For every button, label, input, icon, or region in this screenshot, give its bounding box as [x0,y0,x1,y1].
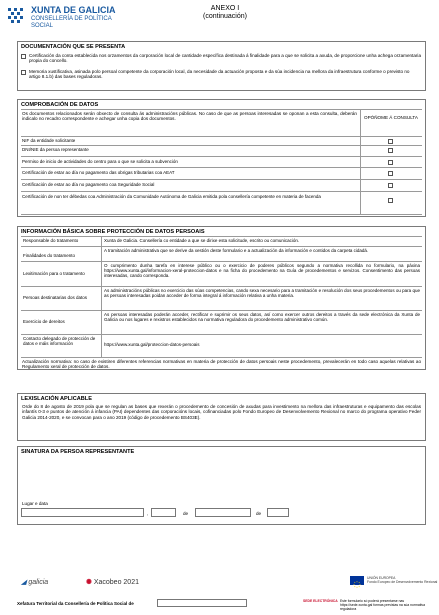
day-input[interactable] [151,508,176,517]
eu-line-2: Fondo Europeo de Desenvolvemento Rexional [367,580,438,584]
privacy-table-bottom [21,357,422,358]
sign-title: SINATURA DA PERSOA REPRESENTANTE [21,449,135,455]
jefatura-input[interactable] [157,599,247,607]
docs-item1-text: Certificación da conta establecida nos orzamentos da corporación local de cantidade específica destinada á finalidade para a que se solicita a axuda, de proporcione unha achega orzamentaria propia do concello. [29,53,421,64]
eu-flag-icon [350,576,364,585]
de-sep-1: de [183,511,189,516]
privacy-label-0: Responsable do tratamento [23,238,79,243]
month-input[interactable] [195,508,251,517]
comma-sep: , [147,511,149,516]
oppose-checkbox-3[interactable] [388,171,393,176]
sede-label: SEDE ELECTRÓNICA [303,599,338,603]
comp-row-sep [21,167,422,168]
galicia-logo-text: galicia [28,579,49,586]
docs-title: DOCUMENTACIÓN QUE SE PRESENTA [21,44,126,50]
oppose-checkbox-4[interactable] [388,183,393,188]
sede-notice [340,599,434,611]
xunta-logo-icon [6,6,26,26]
docs-item2-text: Memoria xustificativa, asinada polo persoal competente da corporación local, da necesidade da actuación proposta e da súa incidencia na mellora da infraestrutura conforme o previsto no artigo 8.1.b) das bases reguladoras. [29,69,410,80]
privacy-row-sep [21,246,422,247]
comp-row-1: DNI/NIE da persoa representante [22,147,89,152]
sede-url[interactable]: https://sede.xunta.gal [340,603,373,607]
galicia-logo [21,578,48,586]
annex-subtitle: (continuación) [203,13,247,20]
privacy-label-5: Contacto delegado de protección de datos e máis información [23,336,96,347]
privacy-value-4: As persoas interesadas poderán acceder, rectificar e suprimir os seus datos, así como exercer outros dereitos a través da sede electrónica da Xunta de Galicia ou nos lugares e rexistros establecidos na normativa reguladora do procedemento administrativo común. [104,312,420,323]
comp-col-divider [360,109,361,214]
eu-text [367,576,437,584]
place-input[interactable] [21,508,144,517]
comp-row-sep [21,179,422,180]
annex-title: ANEXO I [210,5,240,12]
oppose-checkbox-5[interactable] [388,198,393,203]
privacy-value-5[interactable]: https://www.xunta.gal/proteccion-datos-persoais [104,342,200,347]
privacy-label-4: Exercicio de dereitos [23,319,65,324]
docs-item2-checkbox[interactable] [21,70,26,75]
privacy-label-2: Lexitimación para o tratamento [23,271,85,276]
comp-row-sep [21,136,422,137]
privacy-note: Actualización normativa: no caso de existiren diferentes referencias normativas en materia de protección de datos persoais neste procedemento, prevalecerán en todo caso aquelas relativas ao Regulamento xeral de protección de datos. [22,359,421,370]
eu-stars-icon [350,580,364,589]
privacy-value-2: O cumprimento dunha tarefa en interese público ou o exercicio de poderes públicos segundo a normativa recollida no formulario, na páxina https://www.xunta.gal/informacion-xeral-proteccion-datos e na ficha do procedemento na Guía de procedementos e servizos. Consentimento das persoas interesadas, cando corresponda. [104,263,420,279]
privacy-value-1: A tramitación administrativa que se derive da xestión deste formulario e a actualización da información e contidos da carpeta cidadá. [104,248,369,253]
comp-row-sep [21,191,422,192]
sede-text-2: formas previstas na súa normativa reguladora [340,603,426,611]
dept-line-1: CONSELLERÍA DE POLÍTICA [31,16,112,22]
comp-row-sep [21,145,422,146]
privacy-row-sep [21,310,422,311]
org-name: XUNTA DE GALICIA [31,5,116,15]
privacy-value-3: As administracións públicas no exercicio das súas competencias, cando sexa necesario para a tramitación e resolución dos seus procedementos ou para que as persoas interesadas poidan acceder de forma integral á información relativa a unha materia. [104,288,420,299]
privacy-value-0: Xunta de Galicia. Consellería co entidade a que se dirixe esta solicitude, escrito ou comunicación. [104,238,300,243]
comp-table-bottom [21,214,422,215]
dept-line-2: SOCIAL [31,23,54,29]
comp-row-0: NIF da entidade solicitante [22,138,76,143]
place-date-label: Lugar e data [22,501,48,506]
comp-title: COMPROBACIÓN DE DATOS [21,102,99,108]
docs-item1-checkbox[interactable] [21,54,26,59]
oppose-checkbox-2[interactable] [388,160,393,165]
lex-text: Orde do 8 de agosto de 2019 pola que se regulan as bases que rexerán o procedemento de concesión de axudas para investimento na mellora das infraestruturas e equipamento das escolas infantís 0-3 e puntos de atención á infancia (PAI) dependentes das corporacións locais, cofinanciadas polo Fondo Europeo de Desenvolvemento Rexional no marco do programa operativo Feder Galicia 2014-2020, e se convocan para o ano 2019 (código de procedemento BS403E). [22,404,421,420]
xacobeo-mark-icon: ✺ [86,579,92,586]
comp-row-3: Certificación de estar ao día no pagamento das obrigas tributarias coa AEAT [22,170,175,175]
comp-row-2: Permiso de inicio de actividades do centro para o que se solicita a subvención [22,159,178,164]
xacobeo-logo [86,578,139,586]
privacy-title: INFORMACIÓN BÁSICA SOBRE PROTECCIÓN DE DATOS PERSOAIS [21,229,205,235]
dept-name [31,16,112,30]
jefatura-label: Xefatura Territorial da Consellería de Política Social de [17,601,134,606]
privacy-row-sep [21,286,422,287]
comp-row-5: Certificación de non ter débedas coa Administración da Comunidade Autónoma de Galicia emitida pola consellería competente en materia de facenda [22,194,321,199]
comp-intro: Os documentos relacionados serán obxecto de consulta ás administracións públicas. No caso de que as persoas interesadas se oponan a esta consulta, deberán indicalo no recadro correspondente e achegar unha copia dos documentos. [22,111,357,122]
annex-heading [195,5,255,21]
xacobeo-logo-text: Xacobeo 2021 [93,579,139,586]
sede-text-1: Este formulario só poderá presentarse nas [340,599,405,603]
comp-row-sep [21,156,422,157]
comp-row-4: Certificación de estar ao día no pagamento coa Seguridade Social [22,182,155,187]
privacy-label-3: Persoas destinatarias dos datos [23,295,88,300]
comp-table-top [21,109,422,110]
year-input[interactable] [267,508,289,517]
privacy-table-top [21,236,422,237]
privacy-col-divider [101,236,102,357]
de-sep-2: de [256,511,262,516]
galicia-mark-icon: ◢ [21,579,27,586]
privacy-row-sep [21,261,422,262]
eu-line-1: UNIÓN EUROPEA [367,576,396,580]
privacy-row-sep [21,334,422,335]
oppose-header: OPÓÑOME Á CONSULTA [364,115,418,120]
oppose-checkbox-1[interactable] [388,148,393,153]
privacy-label-1: Finalidades do tratamento [23,253,76,258]
lex-title: LEXISLACIÓN APLICABLE [21,396,92,402]
oppose-checkbox-0[interactable] [388,139,393,144]
